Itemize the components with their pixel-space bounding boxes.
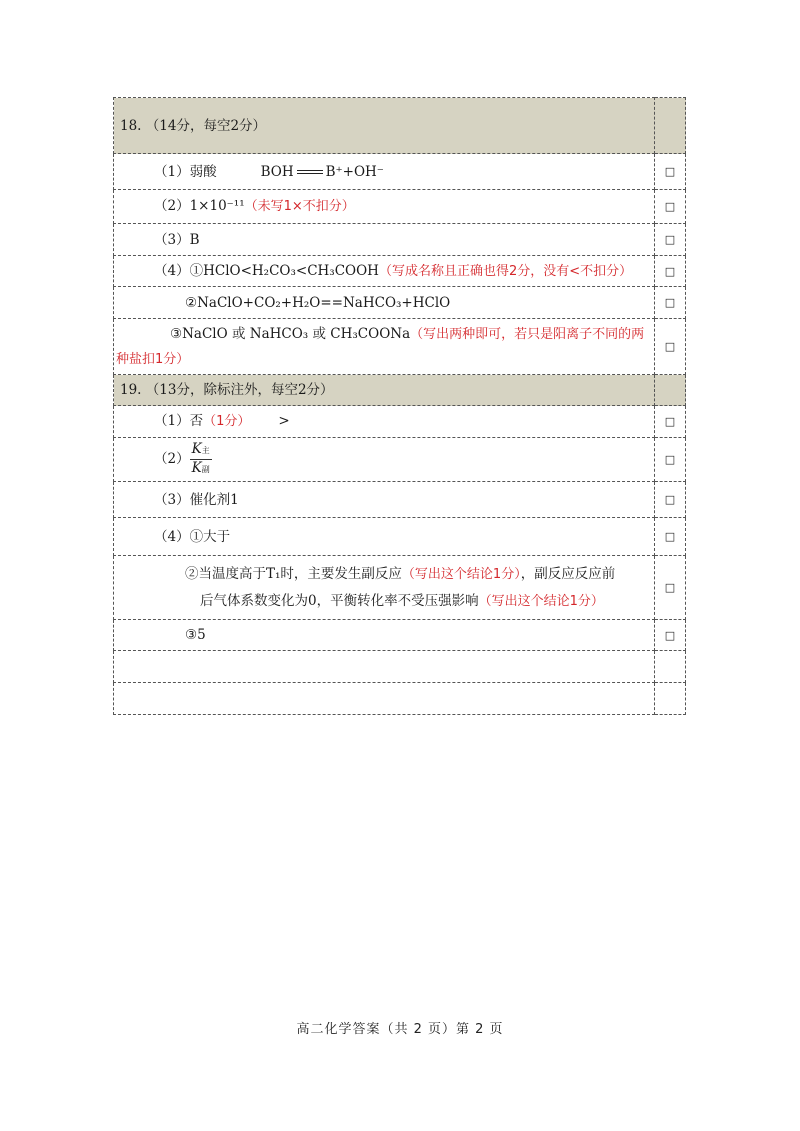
score-checkbox[interactable]: □	[655, 154, 686, 190]
table-row-empty	[114, 651, 686, 683]
score-checkbox[interactable]: □	[655, 482, 686, 518]
q18-r4-text: ①HClO<H₂CO₃<CH₃COOH	[189, 262, 379, 279]
q19-r2-num: （2）	[154, 451, 190, 467]
k-top-sub: 主	[201, 446, 210, 455]
table-row	[114, 256, 686, 287]
score-checkbox[interactable]: □	[655, 620, 686, 651]
table-row	[114, 287, 686, 319]
equilibrium-sign-icon	[297, 170, 323, 174]
answer-table	[113, 97, 686, 715]
score-checkbox[interactable]: □	[655, 287, 686, 319]
q19-r1-num: （1）	[154, 413, 190, 429]
q19-header-row	[114, 375, 686, 406]
score-checkbox[interactable]: □	[655, 319, 686, 375]
q19-r3-text: 催化剂1	[189, 491, 239, 508]
table-row	[114, 406, 686, 438]
page-footer: 高二化学答案（共 2 页）第 2 页	[296, 1022, 504, 1037]
q18-r2-num: （2）	[154, 198, 190, 214]
q19-r1-note: （1分）	[203, 414, 251, 429]
table-row	[114, 224, 686, 256]
q18-r1-eq-left: BOH	[260, 163, 294, 180]
q18-r4-note: （写成名称且正确也得2分，没有<不扣分）	[378, 263, 633, 279]
q19-r5-b1: 后气体系数变化为0，平衡转化率不受压强影响	[200, 592, 479, 609]
q18-header-box	[655, 98, 686, 154]
answer-sheet	[113, 97, 686, 715]
q18-r1-eq-right: B⁺+OH⁻	[325, 163, 384, 180]
q18-r5-text: ②NaClO+CO₂+H₂O==NaHCO₃+HClO	[185, 294, 451, 311]
q18-header-row	[114, 98, 686, 154]
q19-r5-a-note: （写出这个结论1分）	[401, 566, 521, 582]
q19-header-box	[655, 375, 686, 406]
q19-r4-num: （4）	[154, 528, 190, 545]
q19-r3-num: （3）	[154, 491, 190, 508]
q19-r1-extra: >	[278, 413, 290, 429]
table-row	[114, 154, 686, 190]
q18-r3-text: B	[189, 231, 200, 248]
score-checkbox[interactable]: □	[655, 256, 686, 287]
q19-r5-a1: ②当温度高于T₁时，主要发生副反应	[185, 565, 402, 582]
q19-r1-text: 否	[189, 413, 204, 429]
table-row	[114, 319, 686, 375]
table-row-empty	[114, 683, 686, 715]
k-ratio-fraction	[190, 441, 212, 478]
q18-r1-text: 弱酸	[189, 163, 217, 180]
q19-r6-text: ③5	[185, 627, 206, 643]
q18-r6-note-a: （写出两种即可，若只是阳离子不同的两	[410, 326, 645, 342]
k-bottom: K	[191, 460, 202, 476]
table-row	[114, 620, 686, 651]
q19-r5-a2: ，副反应反应前	[520, 565, 616, 582]
score-checkbox[interactable]: □	[655, 190, 686, 224]
table-row	[114, 482, 686, 518]
table-row	[114, 556, 686, 620]
q19-header: 19. （13分，除标注外，每空2分）	[114, 375, 655, 406]
score-checkbox[interactable]: □	[655, 406, 686, 438]
table-row	[114, 518, 686, 556]
q19-r4-text: ①大于	[189, 528, 231, 545]
q18-r6-text: ③NaClO 或 NaHCO₃ 或 CH₃COONa	[170, 325, 411, 342]
table-row	[114, 190, 686, 224]
score-checkbox[interactable]: □	[655, 438, 686, 482]
q18-r4-num: （4）	[154, 262, 190, 279]
q18-r2-text: 1×10⁻¹¹	[189, 198, 245, 214]
score-checkbox[interactable]: □	[655, 556, 686, 620]
score-checkbox[interactable]: □	[655, 518, 686, 556]
k-bottom-sub: 副	[201, 465, 210, 474]
table-row	[114, 438, 686, 482]
k-top: K	[191, 441, 202, 457]
q19-r5-b-note: （写出这个结论1分）	[478, 593, 604, 609]
score-checkbox[interactable]: □	[655, 224, 686, 256]
q18-header: 18. （14分，每空2分）	[114, 98, 655, 154]
q18-r2-note: （未写1×不扣分）	[244, 199, 355, 214]
q18-r3-num: （3）	[154, 231, 190, 248]
q18-r1-num: （1）	[154, 163, 190, 180]
q18-r6-note-b: 种盐扣1分）	[116, 351, 190, 367]
